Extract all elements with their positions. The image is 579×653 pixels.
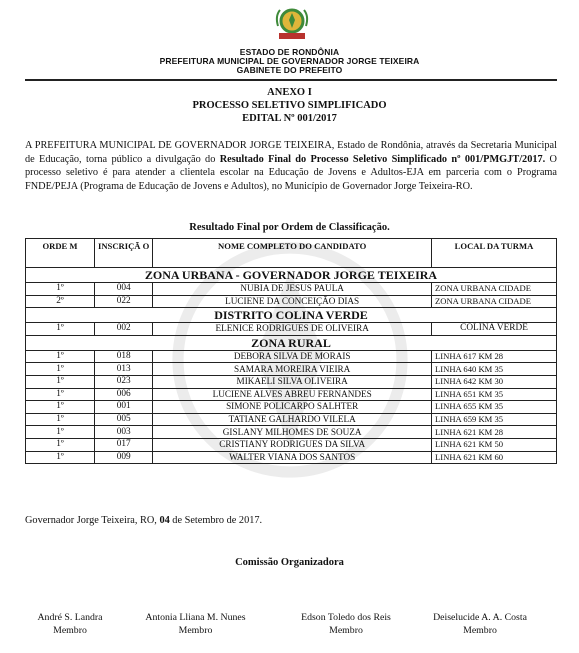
section-row: [26, 335, 557, 350]
signing-date: [25, 515, 262, 526]
cell-name: DEBORA SILVA DE MORAIS: [153, 350, 432, 363]
cell-location: LINHA 659 KM 35: [432, 413, 557, 426]
process-title: PROCESSO SELETIVO SIMPLIFICADO: [192, 100, 387, 111]
header-state: ESTADO DE RONDÔNIA: [239, 47, 340, 57]
cell-location: LINHA 642 KM 30: [432, 375, 557, 388]
signatory-role: Membro: [329, 625, 363, 636]
col-header-location: LOCAL DA TURMA: [432, 239, 557, 268]
date-suffix: de Setembro de 2017.: [169, 515, 263, 526]
cell-name: WALTER VIANA DOS SANTOS: [153, 451, 432, 464]
cell-location: LINHA 640 KM 35: [432, 363, 557, 376]
cell-registration: 009: [95, 451, 153, 464]
cell-name: LUCIENE DA CONCEIÇÃO DIAS: [153, 295, 432, 308]
table-row: [26, 375, 557, 388]
intro-paragraph: [25, 139, 557, 193]
cell-registration: 003: [95, 426, 153, 439]
cell-registration: 022: [95, 295, 153, 308]
signatory-2: [133, 611, 258, 637]
table-row: [26, 350, 557, 363]
cell-name: ELENICE RODRIGUES DE OLIVEIRA: [153, 323, 432, 336]
cell-order: 2º: [26, 295, 95, 308]
cell-location: ZONA URBANA CIDADE: [432, 283, 557, 296]
coat-of-arms-icon: [272, 4, 312, 44]
commission-title: Comissão Organizadora: [235, 557, 344, 568]
cell-order: 1º: [26, 375, 95, 388]
header-office: GABINETE DO PREFEITO: [236, 65, 343, 75]
cell-location: LINHA 621 KM 60: [432, 451, 557, 464]
col-header-registration: INSCRIÇÃ O: [95, 239, 153, 268]
cell-order: 1º: [26, 426, 95, 439]
cell-registration: 001: [95, 401, 153, 414]
cell-name: CRISTIANY RODRIGUES DA SILVA: [153, 438, 432, 451]
cell-order: 1º: [26, 283, 95, 296]
cell-location: LINHA 651 KM 35: [432, 388, 557, 401]
cell-registration: 017: [95, 438, 153, 451]
edital-title: EDITAL Nº 001/2017: [242, 113, 337, 124]
cell-name: NUBIA DE JESUS PAULA: [153, 283, 432, 296]
col-header-order: ORDE M: [26, 239, 95, 268]
signatory-role: Membro: [463, 625, 497, 636]
table-row: [26, 438, 557, 451]
section-rural: ZONA RURAL: [26, 335, 557, 350]
signatory-3: [290, 611, 402, 637]
cell-registration: 002: [95, 323, 153, 336]
table-row: [26, 363, 557, 376]
table-row: [26, 388, 557, 401]
table-row: [26, 413, 557, 426]
cell-order: 1º: [26, 388, 95, 401]
table-row: [26, 426, 557, 439]
table-row: [26, 451, 557, 464]
signatory-name: Edson Toledo dos Reis: [301, 612, 391, 623]
date-prefix: Governador Jorge Teixeira, RO,: [25, 515, 160, 526]
intro-bold: Resultado Final do Processo Seletivo Simplificado nº 001/PMGJT/2017.: [219, 153, 546, 165]
signatory-role: Membro: [178, 625, 213, 636]
cell-location: LINHA 621 KM 50: [432, 438, 557, 451]
signatory-1: [25, 611, 115, 637]
annex-title: ANEXO I: [267, 87, 312, 98]
signatory-name: Deiselucide A. A. Costa: [433, 612, 527, 623]
table-title: Resultado Final por Ordem de Classificação.: [189, 222, 390, 233]
date-day: 04: [159, 515, 170, 526]
section-urban: ZONA URBANA - GOVERNADOR JORGE TEIXEIRA: [26, 268, 557, 283]
signatory-name: André S. Landra: [37, 612, 103, 623]
signatory-role: Membro: [53, 625, 87, 636]
cell-location: LINHA 617 KM 28: [432, 350, 557, 363]
intro-text-2: O processo seletivo é para atender a clientela escolar na Educação de Jovens e Adultos-EJA em parceria com o Programa FNDE/PEJA (Programa de Educação de Jovens e Adultos), no Município de Governador Jorge Teixeira-RO.: [25, 153, 557, 192]
table-header-row: [26, 239, 557, 268]
cell-registration: 018: [95, 350, 153, 363]
cell-name: TATIANE GALHARDO VILELA: [153, 413, 432, 426]
table-row: [26, 401, 557, 414]
cell-registration: 006: [95, 388, 153, 401]
cell-location: LINHA 621 KM 28: [432, 426, 557, 439]
cell-order: 1º: [26, 438, 95, 451]
cell-location: ZONA URBANA CIDADE: [432, 295, 557, 308]
header-prefecture: PREFEITURA MUNICIPAL DE GOVERNADOR JORGE TEIXEIRA: [159, 56, 420, 66]
cell-order: 1º: [26, 323, 95, 336]
cell-order: 1º: [26, 401, 95, 414]
cell-order: 1º: [26, 350, 95, 363]
cell-order: 1º: [26, 451, 95, 464]
cell-location: COLINA VERDE: [432, 323, 557, 336]
cell-registration: 005: [95, 413, 153, 426]
cell-name: SAMARA MOREIRA VIEIRA: [153, 363, 432, 376]
table-row: [26, 295, 557, 308]
cell-order: 1º: [26, 363, 95, 376]
cell-order: 1º: [26, 413, 95, 426]
intro-text: A PREFEITURA MUNICIPAL DE GOVERNADOR JORGE TEIXEIRA, Estado de Rondônia, através da Secretaria Municipal de Educação, torna público a divulgação do: [25, 140, 557, 165]
cell-name: LUCIENE ALVES ABREU FERNANDES: [153, 388, 432, 401]
cell-name: SIMONE POLICARPO SALHTER: [153, 401, 432, 414]
signatory-name: Antonia Lliana M. Nunes: [145, 612, 246, 623]
table-row: [26, 323, 557, 336]
header-divider: [25, 79, 557, 81]
cell-name: MIKAELI SILVA OLIVEIRA: [153, 375, 432, 388]
table-row: [26, 283, 557, 296]
results-table: [25, 238, 557, 464]
cell-registration: 004: [95, 283, 153, 296]
section-row: [26, 268, 557, 283]
cell-registration: 013: [95, 363, 153, 376]
section-colina-verde: DISTRITO COLINA VERDE: [26, 308, 557, 323]
signatory-4: [420, 611, 540, 637]
section-row: [26, 308, 557, 323]
cell-registration: 023: [95, 375, 153, 388]
col-header-name: NOME COMPLETO DO CANDIDATO: [153, 239, 432, 268]
cell-name: GISLANY MILHOMES DE SOUZA: [153, 426, 432, 439]
cell-location: LINHA 655 KM 35: [432, 401, 557, 414]
